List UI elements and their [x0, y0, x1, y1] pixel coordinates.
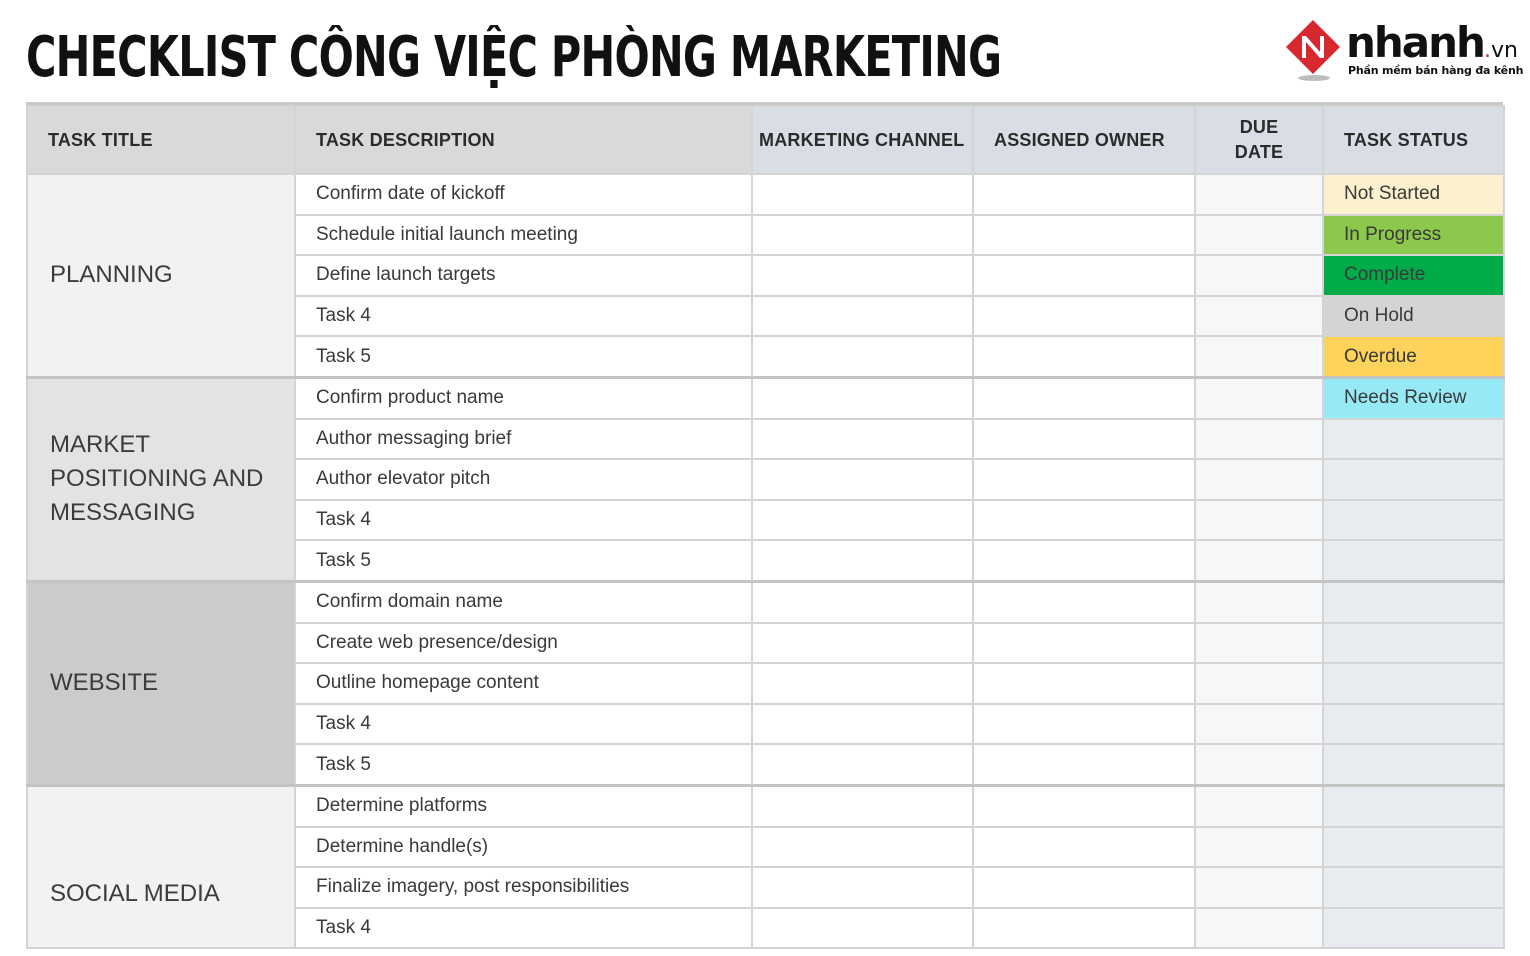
marketing-channel-cell[interactable] [752, 419, 973, 460]
assigned-owner-cell[interactable] [973, 377, 1195, 418]
task-description-cell[interactable]: Task 5 [295, 540, 752, 581]
task-description-cell[interactable]: Author messaging brief [295, 419, 752, 460]
assigned-owner-cell[interactable] [973, 908, 1195, 949]
marketing-channel-cell[interactable] [752, 581, 973, 622]
due-date-cell[interactable] [1195, 827, 1323, 868]
marketing-channel-cell[interactable] [752, 663, 973, 704]
marketing-channel-cell[interactable] [752, 255, 973, 296]
table-row [27, 174, 1504, 215]
marketing-channel-cell[interactable] [752, 827, 973, 868]
due-date-cell[interactable] [1195, 867, 1323, 908]
task-status-cell[interactable] [1323, 540, 1504, 581]
task-description-cell[interactable]: Confirm domain name [295, 581, 752, 622]
header-task-description: TASK DESCRIPTION [295, 106, 752, 174]
due-date-cell[interactable] [1195, 459, 1323, 500]
assigned-owner-cell[interactable] [973, 663, 1195, 704]
table-row [27, 377, 1504, 418]
brand-name: nhanh.vn [1346, 18, 1518, 67]
marketing-channel-cell[interactable] [752, 215, 973, 256]
due-date-cell[interactable] [1195, 663, 1323, 704]
task-status-cell[interactable] [1323, 623, 1504, 664]
task-status-cell[interactable] [1323, 704, 1504, 745]
due-date-cell[interactable] [1195, 336, 1323, 377]
task-status-cell[interactable] [1323, 785, 1504, 826]
assigned-owner-cell[interactable] [973, 296, 1195, 337]
task-description-cell[interactable]: Task 4 [295, 908, 752, 949]
task-status-cell[interactable] [1323, 459, 1504, 500]
marketing-channel-cell[interactable] [752, 704, 973, 745]
task-description-cell[interactable]: Task 5 [295, 336, 752, 377]
due-date-cell[interactable] [1195, 377, 1323, 418]
task-group-title-line: MESSAGING [50, 499, 196, 527]
task-description-cell[interactable]: Determine platforms [295, 785, 752, 826]
marketing-channel-cell[interactable] [752, 867, 973, 908]
task-group-title[interactable]: SOCIAL MEDIA [27, 785, 295, 948]
task-status-cell[interactable]: On Hold [1323, 296, 1504, 337]
checklist-body [27, 174, 1504, 948]
due-date-cell[interactable] [1195, 540, 1323, 581]
task-status-cell[interactable] [1323, 827, 1504, 868]
page-title: CHECKLIST CÔNG VIỆC PHÒNG MARKETING [26, 25, 1002, 90]
task-status-cell[interactable]: Not Started [1323, 174, 1504, 215]
assigned-owner-cell[interactable] [973, 255, 1195, 296]
assigned-owner-cell[interactable] [973, 174, 1195, 215]
marketing-channel-cell[interactable] [752, 500, 973, 541]
task-status-cell[interactable] [1323, 419, 1504, 460]
header-task-title: TASK TITLE [27, 106, 295, 174]
marketing-channel-cell[interactable] [752, 336, 973, 377]
task-group-title[interactable]: PLANNING [27, 174, 295, 377]
task-status-cell[interactable] [1323, 744, 1504, 785]
task-description-cell[interactable]: Create web presence/design [295, 623, 752, 664]
assigned-owner-cell[interactable] [973, 336, 1195, 377]
assigned-owner-cell[interactable] [973, 419, 1195, 460]
marketing-channel-cell[interactable] [752, 908, 973, 949]
marketing-channel-cell[interactable] [752, 174, 973, 215]
task-status-cell[interactable] [1323, 908, 1504, 949]
task-description-cell[interactable]: Define launch targets [295, 255, 752, 296]
table-row [27, 785, 1504, 826]
task-group-title[interactable] [27, 377, 295, 581]
marketing-channel-cell[interactable] [752, 785, 973, 826]
task-description-cell[interactable]: Finalize imagery, post responsibilities [295, 867, 752, 908]
marketing-channel-cell[interactable] [752, 623, 973, 664]
marketing-channel-cell[interactable] [752, 744, 973, 785]
assigned-owner-cell[interactable] [973, 623, 1195, 664]
due-date-cell[interactable] [1195, 419, 1323, 460]
assigned-owner-cell[interactable] [973, 500, 1195, 541]
task-description-cell[interactable]: Confirm date of kickoff [295, 174, 752, 215]
task-status-cell[interactable] [1323, 581, 1504, 622]
task-description-cell[interactable]: Author elevator pitch [295, 459, 752, 500]
marketing-checklist-sheet [26, 102, 1503, 949]
nhanh-diamond-logo-icon [1284, 18, 1342, 84]
assigned-owner-cell[interactable] [973, 540, 1195, 581]
task-status-cell[interactable] [1323, 867, 1504, 908]
assigned-owner-cell[interactable] [973, 785, 1195, 826]
assigned-owner-cell[interactable] [973, 459, 1195, 500]
header-marketing-channel: MARKETING CHANNEL [752, 106, 973, 174]
task-status-cell[interactable]: In Progress [1323, 215, 1504, 256]
checklist-table [26, 105, 1505, 949]
due-date-cell[interactable] [1195, 744, 1323, 785]
table-row [27, 581, 1504, 622]
header-row [27, 106, 1504, 174]
header-task-status: TASK STATUS [1323, 106, 1504, 174]
due-date-cell[interactable] [1195, 296, 1323, 337]
due-date-cell[interactable] [1195, 704, 1323, 745]
marketing-channel-cell[interactable] [752, 296, 973, 337]
due-date-cell[interactable] [1195, 785, 1323, 826]
task-status-cell[interactable]: Overdue [1323, 336, 1504, 377]
task-status-cell[interactable]: Needs Review [1323, 377, 1504, 418]
task-description-cell[interactable]: Task 4 [295, 704, 752, 745]
assigned-owner-cell[interactable] [973, 744, 1195, 785]
task-description-cell[interactable]: Schedule initial launch meeting [295, 215, 752, 256]
assigned-owner-cell[interactable] [973, 827, 1195, 868]
task-description-cell[interactable]: Outline homepage content [295, 663, 752, 704]
brand-tagline: Phần mềm bán hàng đa kênh [1348, 64, 1524, 77]
due-date-cell[interactable] [1195, 255, 1323, 296]
due-date-cell[interactable] [1195, 581, 1323, 622]
assigned-owner-cell[interactable] [973, 867, 1195, 908]
due-date-cell[interactable] [1195, 908, 1323, 949]
task-status-cell[interactable] [1323, 663, 1504, 704]
task-group-title-line: MARKET [50, 431, 151, 459]
marketing-channel-cell[interactable] [752, 377, 973, 418]
due-date-cell[interactable] [1195, 174, 1323, 215]
task-status-cell[interactable] [1323, 500, 1504, 541]
header-due-date: DUE DATE [1195, 106, 1323, 174]
task-description-cell[interactable]: Determine handle(s) [295, 827, 752, 868]
assigned-owner-cell[interactable] [973, 215, 1195, 256]
header-assigned-owner: ASSIGNED OWNER [973, 106, 1195, 174]
brand-logo [1284, 18, 1524, 84]
task-group-title[interactable]: WEBSITE [27, 581, 295, 785]
task-description-cell[interactable]: Task 4 [295, 500, 752, 541]
due-date-cell[interactable] [1195, 500, 1323, 541]
marketing-channel-cell[interactable] [752, 540, 973, 581]
due-date-cell[interactable] [1195, 623, 1323, 664]
task-description-cell[interactable]: Confirm product name [295, 377, 752, 418]
assigned-owner-cell[interactable] [973, 704, 1195, 745]
assigned-owner-cell[interactable] [973, 581, 1195, 622]
marketing-channel-cell[interactable] [752, 459, 973, 500]
task-group-title-line: POSITIONING AND [50, 465, 264, 493]
due-date-cell[interactable] [1195, 215, 1323, 256]
task-description-cell[interactable]: Task 4 [295, 296, 752, 337]
task-description-cell[interactable]: Task 5 [295, 744, 752, 785]
task-status-cell[interactable]: Complete [1323, 255, 1504, 296]
